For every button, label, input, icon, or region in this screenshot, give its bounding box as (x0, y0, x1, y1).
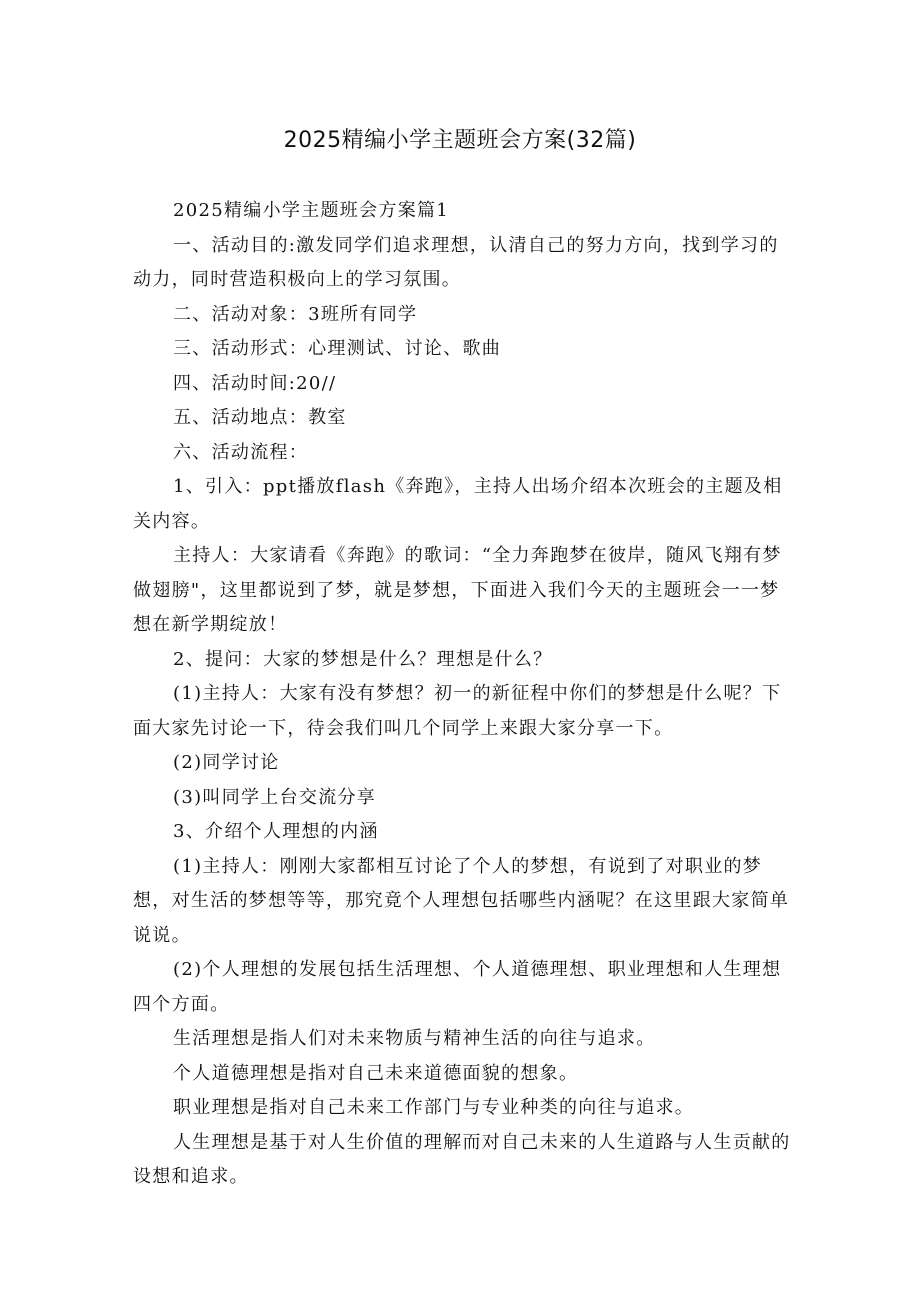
paragraph-host-ideal: (1)主持人：刚刚大家都相互讨论了个人的梦想，有说到了对职业的梦想，对生活的梦想等等，那究竟个人理想包括哪些内涵呢？在这里跟大家简单说说。 (133, 855, 790, 946)
paragraph-career-ideal: 职业理想是指对自己未来工作部门与专业种类的向往与追求。 (173, 1097, 695, 1118)
paragraph-activity-process: 六、活动流程： (173, 441, 309, 463)
paragraph-introduction: 1、引入：ppt播放flash《奔跑》，主持人出场介绍本次班会的主题及相关内容。 (133, 476, 783, 532)
paragraph-activity-time: 四、活动时间:20// (173, 372, 337, 394)
paragraph-activity-purpose: 一、活动目的:激发同学们追求理想，认清自己的努力方向，找到学习的动力，同时营造积极向上的学习氛围。 (133, 234, 779, 290)
document-title: 2025精编小学主题班会方案(32篇) (283, 128, 637, 153)
paragraph-activity-form: 三、活动形式：心理测试、讨论、歌曲 (173, 338, 502, 359)
document-body (133, 194, 797, 1195)
paragraph-activity-location: 五、活动地点：教室 (173, 407, 347, 428)
paragraph-discussion: (2)同学讨论 (173, 752, 280, 773)
paragraph-question: 2、提问：大家的梦想是什么？理想是什么？ (173, 648, 553, 670)
paragraph-activity-target: 二、活动对象：3班所有同学 (173, 303, 418, 325)
paragraph-host-lyrics: 主持人：大家请看《奔跑》的歌词：“全力奔跑梦在彼岸，随风飞翔有梦做翅膀"，这里都说到了梦，就是梦想，下面进入我们今天的主题班会一一梦想在新学期绽放！ (133, 545, 782, 635)
paragraph-life-path-ideal: 人生理想是基于对人生价值的理解而对自己未来的人生道路与人生贡献的设想和追求。 (133, 1131, 791, 1187)
paragraph-ideal-intro: 3、介绍个人理想的内涵 (173, 821, 379, 842)
paragraph-host-question: (1)主持人：大家有没有梦想？初一的新征程中你们的梦想是什么呢？下面大家先讨论一下，待会我们叫几个同学上来跟大家分享一下。 (133, 683, 782, 739)
paragraph-ideal-aspects: (2)个人理想的发展包括生活理想、个人道德理想、职业理想和人生理想四个方面。 (133, 959, 782, 1015)
paragraph-moral-ideal: 个人道德理想是指对自己未来道德面貌的想象。 (173, 1062, 579, 1084)
paragraph-sharing: (3)叫同学上台交流分享 (173, 786, 377, 808)
section-heading: 2025精编小学主题班会方案篇1 (173, 200, 450, 221)
paragraph-life-ideal: 生活理想是指人们对未来物质与精神生活的向往与追求。 (173, 1028, 656, 1049)
